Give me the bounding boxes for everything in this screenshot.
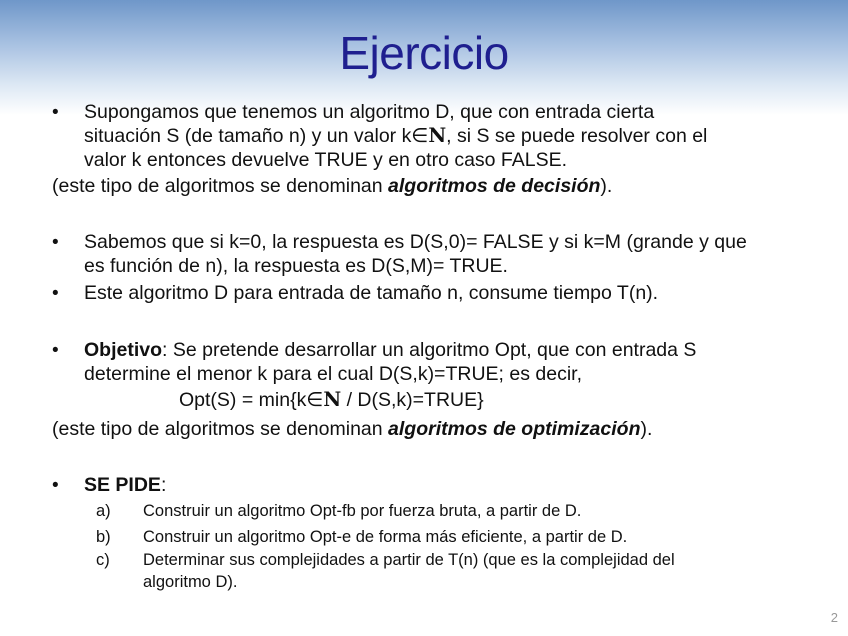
p4-line2: determine el menor k para el cual D(S,k)=TRUE; es decir, — [84, 363, 582, 385]
formula-naturals-symbol: N — [323, 388, 342, 411]
note-decision — [52, 174, 612, 198]
note-optimization — [52, 417, 652, 441]
p4-line1-rest: : Se pretende desarrollar un algoritmo Opt, que con entrada S — [162, 339, 697, 361]
note-optimization-post: ). — [640, 418, 653, 440]
note-decision-pre: (este tipo de algoritmos se denominan — [52, 175, 389, 197]
bullet-5: • — [52, 475, 59, 496]
p2-line1: Sabemos que si k=0, la respuesta es D(S,0)= FALSE y si k=M (grande y que — [84, 231, 747, 253]
note-decision-post: ). — [600, 175, 613, 197]
bullet-4: • — [52, 340, 59, 361]
p1-line1: Supongamos que tenemos un algoritmo D, que con entrada cierta — [84, 101, 655, 123]
item-c-label: c) — [96, 551, 110, 569]
bullet-2: • — [52, 232, 59, 253]
p1-line3: valor k entonces devuelve TRUE y en otro caso FALSE. — [84, 149, 568, 171]
item-c-text: Determinar sus complejidades a partir de T(n) (que es la complejidad del — [143, 551, 675, 569]
naturals-symbol: N — [428, 124, 447, 147]
item-b-label: b) — [96, 528, 111, 546]
formula-b: / D(S,k)=TRUE} — [341, 389, 484, 411]
formula — [179, 388, 484, 412]
se-pide-colon: : — [160, 474, 167, 496]
item-b-text: Construir un algoritmo Opt-e de forma más eficiente, a partir de D. — [143, 528, 628, 546]
page-number: 2 — [830, 610, 838, 625]
p5-heading — [84, 473, 166, 497]
bullet-3: • — [52, 283, 59, 304]
slide-title: Ejercicio — [339, 27, 509, 79]
objective-label: Objetivo — [84, 339, 163, 361]
bullet-1: • — [52, 102, 59, 123]
note-optimization-pre: (este tipo de algoritmos se denominan — [52, 418, 389, 440]
p1-line2 — [84, 124, 707, 148]
note-optimization-emphasis: algoritmos de optimización — [388, 418, 641, 440]
item-a-text: Construir un algoritmo Opt-fb por fuerza bruta, a partir de D. — [143, 502, 582, 520]
p1-line2-b: , si S se puede resolver con el — [446, 125, 708, 147]
p4-line1 — [84, 338, 696, 362]
note-decision-emphasis: algoritmos de decisión — [388, 175, 601, 197]
item-c-text-2: algoritmo D). — [143, 573, 238, 591]
p2-line2: es función de n), la respuesta es D(S,M)= TRUE. — [84, 255, 508, 277]
p3-line1: Este algoritmo D para entrada de tamaño n, consume tiempo T(n). — [84, 282, 659, 304]
se-pide-label: SE PIDE — [84, 474, 161, 496]
formula-a: Opt(S) = min{k∈ — [179, 389, 324, 411]
item-a-label: a) — [96, 502, 111, 520]
p1-line2-a: situación S (de tamaño n) y un valor k∈ — [84, 125, 429, 147]
